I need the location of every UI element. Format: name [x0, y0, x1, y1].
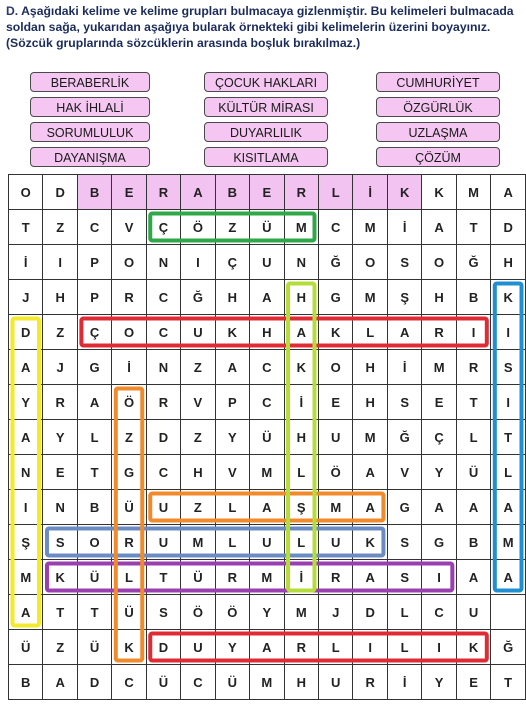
instructions	[6, 3, 522, 51]
grid-row	[9, 490, 526, 525]
grid-cell[interactable]: İ	[284, 385, 318, 420]
grid-cell[interactable]: Ğ	[319, 245, 353, 280]
grid-cell[interactable]: Ö	[181, 595, 215, 630]
grid-cell[interactable]: O	[353, 245, 387, 280]
grid-cell[interactable]: A	[250, 280, 284, 315]
grid-cell[interactable]: Z	[215, 210, 249, 245]
grid-cell[interactable]: J	[319, 595, 353, 630]
grid-cell[interactable]: T	[456, 385, 490, 420]
grid-cell[interactable]: S	[146, 595, 180, 630]
grid-cell[interactable]: H	[284, 420, 318, 455]
word-tag: ÖZGÜRLÜK	[376, 97, 500, 117]
grid-cell[interactable]: H	[284, 280, 318, 315]
grid-cell[interactable]: Ş	[284, 490, 318, 525]
grid-cell[interactable]: I	[9, 490, 43, 525]
grid-cell[interactable]: R	[146, 385, 180, 420]
grid-cell[interactable]: S	[387, 560, 421, 595]
grid-cell[interactable]: R	[353, 665, 387, 700]
grid-cell[interactable]: L	[319, 175, 353, 210]
grid-cell[interactable]: M	[181, 525, 215, 560]
grid-cell[interactable]: N	[43, 490, 77, 525]
grid-row	[9, 280, 526, 315]
grid-cell[interactable]: Ü	[250, 420, 284, 455]
grid-cell[interactable]: Ç	[77, 315, 111, 350]
grid-cell[interactable]: A	[77, 385, 111, 420]
grid-cell[interactable]: B	[77, 490, 111, 525]
grid-row	[9, 385, 526, 420]
grid-cell[interactable]: R	[112, 525, 146, 560]
grid-cell[interactable]: T	[77, 595, 111, 630]
grid-cell[interactable]: S	[387, 245, 421, 280]
grid-cell[interactable]: K	[319, 315, 353, 350]
grid-cell[interactable]: S	[387, 525, 421, 560]
grid-cell[interactable]: A	[491, 490, 526, 525]
grid-cell[interactable]: L	[387, 630, 421, 665]
grid-cell[interactable]: Ö	[215, 595, 249, 630]
grid-cell[interactable]: L	[353, 315, 387, 350]
word-tag: HAK İHLALİ	[30, 97, 150, 117]
word-tag: DAYANIŞMA	[30, 147, 150, 167]
grid-cell[interactable]: Ç	[146, 210, 180, 245]
grid-cell[interactable]: K	[491, 280, 526, 315]
grid-cell[interactable]: A	[353, 455, 387, 490]
grid-cell[interactable]: U	[146, 525, 180, 560]
grid-cell[interactable]: Ü	[77, 630, 111, 665]
grid-cell[interactable]: Ğ	[387, 420, 421, 455]
grid-cell[interactable]: L	[284, 525, 318, 560]
word-tag: BERABERLİK	[30, 72, 150, 92]
grid-cell[interactable]: G	[112, 455, 146, 490]
grid-cell[interactable]: I	[456, 315, 490, 350]
grid-cell[interactable]: M	[353, 280, 387, 315]
grid-cell[interactable]: İ	[387, 350, 421, 385]
grid-cell[interactable]: I	[422, 630, 456, 665]
grid-cell[interactable]: C	[77, 210, 111, 245]
grid-cell[interactable]: C	[146, 315, 180, 350]
grid-cell[interactable]: U	[146, 490, 180, 525]
grid-cell[interactable]: E	[422, 385, 456, 420]
grid-cell[interactable]: A	[9, 420, 43, 455]
grid-cell[interactable]: G	[422, 525, 456, 560]
grid-cell[interactable]: Y	[422, 665, 456, 700]
grid-cell[interactable]: N	[284, 245, 318, 280]
grid-row	[9, 210, 526, 245]
grid-cell[interactable]: U	[250, 525, 284, 560]
grid-cell[interactable]: S	[43, 525, 77, 560]
grid-cell[interactable]: A	[43, 665, 77, 700]
grid-cell[interactable]: R	[284, 175, 318, 210]
grid-cell[interactable]: T	[491, 420, 526, 455]
grid-cell[interactable]: H	[250, 315, 284, 350]
grid-row	[9, 350, 526, 385]
grid-cell[interactable]: K	[112, 630, 146, 665]
grid-cell[interactable]: U	[456, 595, 490, 630]
grid-cell[interactable]: Ö	[181, 210, 215, 245]
grid-cell[interactable]: T	[77, 455, 111, 490]
grid-cell[interactable]: Ü	[215, 665, 249, 700]
word-tag: SORUMLULUK	[30, 122, 150, 142]
grid-cell[interactable]: Z	[181, 490, 215, 525]
grid-cell[interactable]: H	[353, 385, 387, 420]
grid-row	[9, 420, 526, 455]
grid-cell[interactable]: M	[9, 560, 43, 595]
grid-cell[interactable]: A	[353, 560, 387, 595]
word-tag: KÜLTÜR MİRASI	[204, 97, 328, 117]
grid-cell[interactable]: R	[319, 560, 353, 595]
grid-cell[interactable]: L	[491, 455, 526, 490]
grid-cell[interactable]: M	[250, 665, 284, 700]
grid-cell[interactable]: A	[250, 630, 284, 665]
grid-cell[interactable]: Z	[43, 315, 77, 350]
grid-cell[interactable]: M	[284, 595, 318, 630]
grid-cell[interactable]: E	[456, 665, 490, 700]
grid-cell[interactable]: B	[215, 175, 249, 210]
grid-row	[9, 315, 526, 350]
grid-cell[interactable]: Z	[112, 420, 146, 455]
grid-cell[interactable]: O	[112, 245, 146, 280]
grid-cell[interactable]: D	[9, 315, 43, 350]
grid-cell[interactable]: İ	[353, 175, 387, 210]
grid-cell[interactable]: B	[456, 525, 490, 560]
grid-cell[interactable]: A	[387, 315, 421, 350]
grid-cell[interactable]: İ	[112, 350, 146, 385]
grid-cell[interactable]: C	[181, 665, 215, 700]
grid-row	[9, 665, 526, 700]
grid-cell[interactable]: E	[112, 175, 146, 210]
grid-cell[interactable]: Ö	[319, 455, 353, 490]
grid-cell[interactable]: L	[387, 595, 421, 630]
grid-cell[interactable]: I	[43, 245, 77, 280]
grid-cell[interactable]: V	[181, 385, 215, 420]
grid-cell[interactable]: Ğ	[491, 630, 526, 665]
grid-cell[interactable]: C	[319, 210, 353, 245]
grid-cell[interactable]: R	[112, 280, 146, 315]
grid-cell[interactable]: Z	[43, 210, 77, 245]
grid-cell[interactable]: Ç	[422, 420, 456, 455]
grid-cell[interactable]: K	[215, 315, 249, 350]
grid-cell[interactable]: M	[353, 210, 387, 245]
grid-cell[interactable]: B	[456, 280, 490, 315]
grid-cell[interactable]: Ş	[9, 525, 43, 560]
instructions-text: Aşağıdaki kelime ve kelime grupları bulmacaya gizlenmiştir. Bu kelimeleri bulmacada soldan sağa, yukarıdan aşağıya bularak örnekteki gibi kelimelerin üzerini boyayınız. (Sözcük gruplarında sözcüklerin arasında boşluk bırakılmaz.)	[6, 4, 514, 50]
grid-cell[interactable]: I	[491, 385, 526, 420]
grid-cell[interactable]: L	[215, 490, 249, 525]
grid-cell[interactable]: M	[319, 490, 353, 525]
word-tag: KISITLAMA	[204, 147, 328, 167]
grid-cell[interactable]: D	[146, 420, 180, 455]
grid-cell[interactable]: R	[43, 385, 77, 420]
grid-cell[interactable]: H	[43, 280, 77, 315]
grid-cell[interactable]: V	[215, 455, 249, 490]
grid-cell[interactable]: L	[456, 420, 490, 455]
grid-cell[interactable]: M	[422, 350, 456, 385]
grid-cell[interactable]: Y	[215, 420, 249, 455]
grid-cell[interactable]: O	[422, 245, 456, 280]
grid-cell[interactable]: A	[250, 490, 284, 525]
grid-cell[interactable]: Y	[250, 595, 284, 630]
word-tag: ÇOCUK HAKLARI	[204, 72, 328, 92]
grid-cell[interactable]: U	[319, 525, 353, 560]
grid-cell[interactable]: E	[319, 385, 353, 420]
grid-cell[interactable]: Y	[43, 420, 77, 455]
grid-cell[interactable]: L	[77, 420, 111, 455]
grid-cell[interactable]: B	[77, 175, 111, 210]
grid-cell[interactable]: P	[77, 245, 111, 280]
grid-cell[interactable]: Ü	[181, 560, 215, 595]
grid-cell[interactable]: A	[456, 560, 490, 595]
grid-cell[interactable]	[491, 595, 526, 630]
grid-cell[interactable]: A	[491, 175, 526, 210]
grid-cell[interactable]: H	[422, 280, 456, 315]
grid-cell[interactable]: R	[456, 350, 490, 385]
grid-cell[interactable]: H	[284, 665, 318, 700]
grid-cell[interactable]: C	[146, 280, 180, 315]
grid-cell[interactable]: P	[77, 280, 111, 315]
grid-row	[9, 560, 526, 595]
grid-cell[interactable]: Ü	[112, 490, 146, 525]
grid-cell[interactable]: İ	[387, 210, 421, 245]
grid-cell[interactable]: M	[491, 525, 526, 560]
grid-cell[interactable]: T	[146, 560, 180, 595]
grid-cell[interactable]: A	[284, 315, 318, 350]
grid-cell[interactable]: K	[387, 175, 421, 210]
grid-cell[interactable]: İ	[9, 245, 43, 280]
grid-cell[interactable]: J	[9, 280, 43, 315]
grid-cell[interactable]: N	[146, 245, 180, 280]
grid-cell[interactable]: L	[284, 455, 318, 490]
grid-cell[interactable]: H	[353, 350, 387, 385]
word-tag: ÇÖZÜM	[376, 147, 500, 167]
grid-cell[interactable]: Ğ	[181, 280, 215, 315]
grid-row	[9, 245, 526, 280]
grid-cell[interactable]: Ü	[9, 630, 43, 665]
grid-cell[interactable]: U	[181, 315, 215, 350]
grid-cell[interactable]: D	[353, 595, 387, 630]
grid-cell[interactable]: A	[9, 350, 43, 385]
grid-cell[interactable]: H	[181, 455, 215, 490]
grid-cell[interactable]: M	[353, 420, 387, 455]
word-tag: DUYARLILIK	[204, 122, 328, 142]
grid-cell[interactable]: Z	[181, 350, 215, 385]
grid-cell[interactable]: T	[43, 595, 77, 630]
grid-cell[interactable]: Ç	[215, 245, 249, 280]
grid-cell[interactable]: S	[387, 385, 421, 420]
grid-row	[9, 525, 526, 560]
word-tag: CUMHURİYET	[376, 72, 500, 92]
grid-cell[interactable]: A	[422, 490, 456, 525]
grid-cell[interactable]: D	[491, 210, 526, 245]
grid-cell[interactable]: Ş	[387, 280, 421, 315]
grid-cell[interactable]: A	[181, 175, 215, 210]
grid-cell[interactable]: Y	[422, 455, 456, 490]
grid-cell[interactable]: E	[43, 455, 77, 490]
grid-cell[interactable]: U	[181, 630, 215, 665]
grid-cell[interactable]: L	[215, 525, 249, 560]
grid-cell[interactable]: M	[456, 175, 490, 210]
grid-cell[interactable]: C	[112, 665, 146, 700]
grid-row	[9, 630, 526, 665]
grid-cell[interactable]: Z	[43, 630, 77, 665]
grid-cell[interactable]: I	[422, 560, 456, 595]
grid-cell[interactable]: T	[9, 210, 43, 245]
grid-cell[interactable]: R	[422, 315, 456, 350]
grid-cell[interactable]: G	[387, 490, 421, 525]
word-tag: UZLAŞMA	[376, 122, 500, 142]
grid-cell[interactable]: U	[319, 420, 353, 455]
grid-cell[interactable]: A	[215, 350, 249, 385]
grid-cell[interactable]: Ü	[146, 665, 180, 700]
grid-cell[interactable]: H	[491, 245, 526, 280]
grid-cell[interactable]: K	[422, 175, 456, 210]
grid-cell[interactable]: B	[9, 665, 43, 700]
grid-row	[9, 455, 526, 490]
grid-cell[interactable]: Ü	[250, 210, 284, 245]
grid-cell[interactable]: V	[387, 455, 421, 490]
grid-cell[interactable]: E	[250, 175, 284, 210]
grid-cell[interactable]: R	[284, 630, 318, 665]
grid-cell[interactable]: G	[77, 350, 111, 385]
grid-cell[interactable]: S	[491, 350, 526, 385]
grid-cell[interactable]: I	[491, 315, 526, 350]
grid-cell[interactable]: C	[250, 385, 284, 420]
grid-cell[interactable]: M	[250, 455, 284, 490]
grid-row	[9, 595, 526, 630]
grid-cell[interactable]: A	[9, 595, 43, 630]
grid-cell[interactable]: O	[112, 315, 146, 350]
grid-cell[interactable]: Ğ	[456, 245, 490, 280]
grid-cell[interactable]: İ	[284, 560, 318, 595]
grid-cell[interactable]: O	[319, 350, 353, 385]
grid-cell[interactable]: A	[456, 490, 490, 525]
grid-cell[interactable]: N	[9, 455, 43, 490]
grid-cell[interactable]: İ	[387, 665, 421, 700]
grid-cell[interactable]: U	[250, 245, 284, 280]
grid-cell[interactable]: G	[319, 280, 353, 315]
grid-cell[interactable]: A	[491, 560, 526, 595]
grid-cell[interactable]: I	[181, 245, 215, 280]
word-search-grid	[8, 174, 526, 700]
grid-cell[interactable]: H	[215, 280, 249, 315]
grid-cell[interactable]: J	[43, 350, 77, 385]
word-bank	[30, 72, 510, 168]
grid-cell[interactable]: A	[353, 490, 387, 525]
grid-cell[interactable]: I	[353, 630, 387, 665]
grid-cell[interactable]: M	[284, 210, 318, 245]
grid-cell[interactable]: Ü	[112, 595, 146, 630]
grid-cell[interactable]: R	[215, 560, 249, 595]
grid-cell[interactable]: V	[112, 210, 146, 245]
grid-cell[interactable]: M	[250, 560, 284, 595]
grid-cell[interactable]: T	[491, 665, 526, 700]
grid-cell[interactable]: A	[422, 210, 456, 245]
grid-cell[interactable]: Ö	[112, 385, 146, 420]
grid-cell[interactable]: P	[215, 385, 249, 420]
grid-cell[interactable]: N	[146, 350, 180, 385]
grid-cell[interactable]: O	[9, 175, 43, 210]
grid-cell[interactable]: L	[112, 560, 146, 595]
grid-cell[interactable]: D	[77, 665, 111, 700]
grid-cell[interactable]: K	[43, 560, 77, 595]
grid-cell[interactable]: Y	[9, 385, 43, 420]
grid-row	[9, 175, 526, 210]
grid-cell[interactable]: L	[319, 630, 353, 665]
grid-cell[interactable]: K	[456, 630, 490, 665]
grid-cell[interactable]: D	[43, 175, 77, 210]
section-label: D.	[6, 4, 19, 18]
grid-cell[interactable]: D	[146, 630, 180, 665]
grid-cell[interactable]: K	[284, 350, 318, 385]
grid-cell[interactable]: Ü	[77, 560, 111, 595]
grid-cell[interactable]: R	[146, 175, 180, 210]
grid-cell[interactable]: T	[456, 210, 490, 245]
grid-cell[interactable]: Z	[181, 420, 215, 455]
grid-cell[interactable]: C	[250, 350, 284, 385]
grid-cell[interactable]: C	[422, 595, 456, 630]
grid-cell[interactable]: Ü	[456, 455, 490, 490]
grid-cell[interactable]: O	[77, 525, 111, 560]
grid-cell[interactable]: C	[146, 455, 180, 490]
grid-cell[interactable]: U	[319, 665, 353, 700]
grid-cell[interactable]: Y	[215, 630, 249, 665]
grid-cell[interactable]: K	[353, 525, 387, 560]
